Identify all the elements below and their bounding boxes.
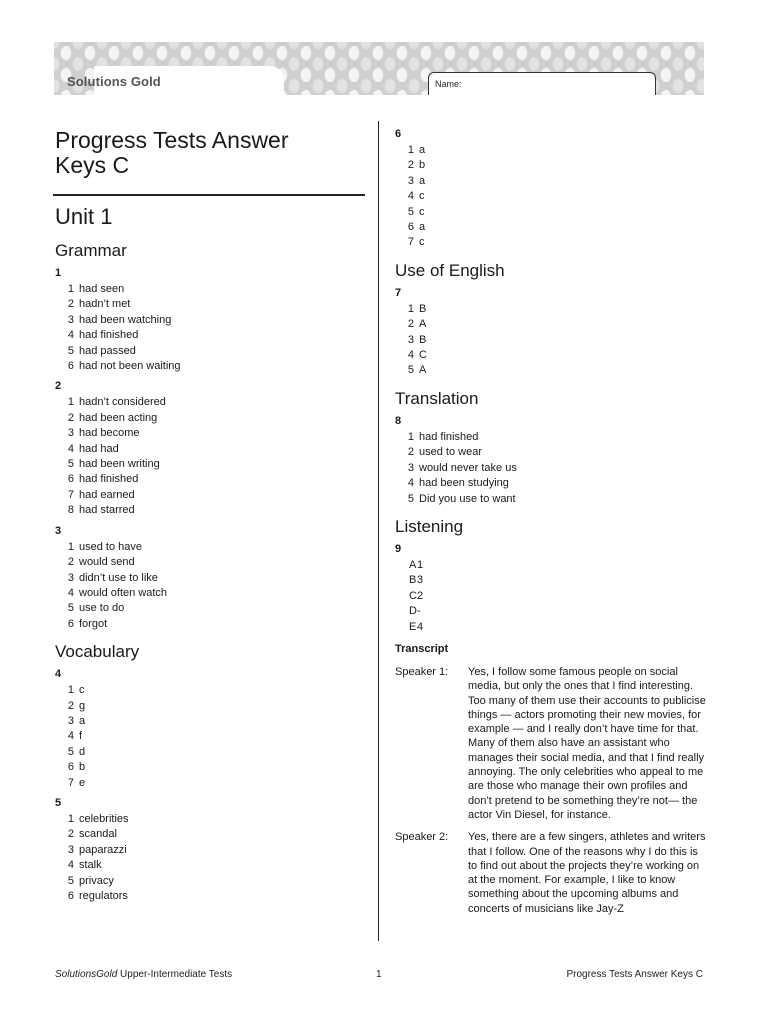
speaker-label: Speaker 1:: [395, 665, 449, 678]
answer-text: had finished: [419, 430, 479, 443]
answer-number: 1: [407, 430, 414, 443]
answer-text: c: [419, 190, 425, 203]
answer-text: had been writing: [79, 458, 160, 471]
exercise-number: 2: [55, 380, 62, 393]
answer-number: 4: [407, 477, 414, 490]
exercise-8: [395, 415, 707, 507]
answer-item: [55, 586, 367, 601]
answer-text: c: [419, 205, 425, 218]
answer-number: 1: [407, 144, 414, 156]
answer-item: [395, 573, 707, 588]
answer-item: [55, 729, 367, 744]
answer-text: had finished: [79, 473, 139, 486]
answer-text: had been watching: [79, 313, 172, 326]
answer-item: [55, 442, 367, 457]
exercise-6: [395, 128, 707, 251]
answer-text: e: [79, 776, 86, 789]
section-translation: Translation: [395, 388, 479, 408]
answer-item: [395, 476, 707, 491]
answer-list: [395, 143, 707, 251]
answer-item: [395, 492, 707, 507]
footer-book-title: [55, 969, 232, 980]
answer-text: 4: [417, 620, 424, 633]
answer-text: hadn’t considered: [79, 396, 166, 409]
answer-text: regulators: [79, 890, 128, 902]
exercise-5: [55, 797, 367, 904]
answer-item: [55, 488, 367, 503]
answer-number: 5: [407, 205, 414, 218]
answer-text: B: [419, 302, 427, 315]
answer-text: A: [419, 364, 427, 377]
answer-text: used to wear: [419, 446, 482, 459]
answer-item: [55, 874, 367, 889]
answer-item: [55, 745, 367, 760]
answer-item: [395, 143, 707, 158]
answer-number: 5: [67, 458, 74, 471]
answer-item: [395, 461, 707, 476]
column-divider: [378, 121, 379, 941]
exercise-1: [55, 267, 367, 374]
exercise-number: 1: [55, 267, 62, 279]
answer-text: d: [79, 745, 86, 758]
answer-text: didn’t use to like: [79, 571, 158, 584]
answer-item: [395, 620, 707, 635]
answer-text: had become: [79, 427, 140, 440]
answer-text: A: [419, 318, 427, 331]
answer-number: 6: [67, 360, 74, 373]
answer-text: a: [419, 174, 426, 187]
answer-text: a: [419, 221, 426, 234]
right-column: [395, 128, 707, 924]
answer-list: [395, 558, 707, 635]
answer-number: 1: [407, 302, 414, 315]
exercise-number: 9: [395, 542, 402, 555]
exercise-number: 5: [55, 796, 62, 809]
answer-text: Did you use to want: [419, 492, 516, 505]
answer-item: [55, 571, 367, 586]
answer-list: [55, 683, 367, 791]
answer-number: 2: [407, 446, 414, 459]
answer-item: [55, 617, 367, 632]
name-field[interactable]: [428, 72, 656, 95]
answer-text: f: [79, 730, 83, 743]
section-use-of-english: Use of English: [395, 260, 505, 280]
answer-text: a: [79, 714, 86, 727]
answer-number: 2: [67, 298, 74, 311]
exercise-number: 4: [55, 668, 62, 681]
answer-item: [55, 282, 367, 297]
answer-text: celebrities: [79, 812, 129, 825]
answer-number: 7: [67, 488, 74, 501]
exercise-number: 3: [55, 524, 62, 537]
answer-text: scandal: [79, 828, 117, 841]
answer-number: 1: [67, 812, 74, 825]
answer-item: [55, 858, 367, 873]
answer-text: forgot: [79, 617, 108, 630]
document-title: [55, 128, 367, 178]
answer-text: c: [419, 236, 425, 249]
answer-text: had seen: [79, 283, 125, 295]
answer-text: g: [79, 699, 86, 712]
answer-item: [395, 430, 707, 445]
answer-item: [395, 604, 707, 619]
answer-number: 2: [407, 318, 414, 331]
answer-number: 2: [67, 699, 74, 712]
answer-item: [55, 827, 367, 842]
answer-item: [395, 348, 707, 363]
speaker-text: Yes, there are a few singers, athletes and writers that I follow. One of the reasons why I do this is to find out about the projects they’re working on at the moment. For example, I like to know something about the upcoming albums and concerts of musicians like Jay-Z: [468, 831, 706, 915]
answer-item: [395, 189, 707, 204]
answer-text: b: [419, 159, 426, 172]
answer-item: [55, 313, 367, 328]
answer-item: [55, 760, 367, 775]
answer-text: C: [419, 349, 427, 362]
answer-text: paparazzi: [79, 843, 127, 856]
answer-number: 1: [67, 283, 74, 295]
answer-number: 6: [67, 761, 74, 774]
answer-number: C: [409, 589, 417, 602]
answer-number: 6: [67, 473, 74, 486]
answer-number: 3: [407, 461, 414, 474]
answer-number: 6: [67, 617, 74, 630]
answer-number: 3: [67, 571, 74, 584]
answer-item: [55, 699, 367, 714]
answer-number: 5: [67, 602, 74, 615]
answer-number: 4: [67, 329, 74, 342]
answer-item: [395, 363, 707, 378]
answer-item: [395, 333, 707, 348]
answer-item: [55, 457, 367, 472]
exercise-3: [55, 525, 367, 632]
title-line-1: Progress Tests Answer: [55, 127, 289, 153]
answer-text: had been studying: [419, 477, 509, 490]
answer-item: [55, 601, 367, 616]
answer-text: had been acting: [79, 411, 158, 424]
answer-number: A: [409, 558, 417, 571]
answer-number: 2: [407, 159, 414, 172]
answer-number: 3: [407, 174, 414, 187]
answer-item: [55, 714, 367, 729]
answer-number: 7: [67, 776, 74, 789]
footer-page-number: 1: [376, 969, 382, 980]
answer-item: [395, 220, 707, 235]
answer-text: had not been waiting: [79, 360, 181, 373]
section-vocabulary: Vocabulary: [55, 642, 140, 662]
answer-text: c: [79, 684, 85, 697]
title-rule: [53, 194, 365, 196]
answer-number: E: [409, 620, 417, 633]
answer-list: [55, 282, 367, 374]
answer-item: [55, 889, 367, 904]
answer-number: 4: [67, 730, 74, 743]
answer-item: [395, 445, 707, 460]
answer-list: [395, 430, 707, 507]
exercise-7: [395, 287, 707, 379]
answer-number: 8: [67, 504, 74, 517]
answer-number: 5: [67, 874, 74, 887]
answer-item: [55, 395, 367, 410]
answer-number: 4: [67, 586, 74, 599]
answer-number: 4: [67, 859, 74, 872]
speaker-text: Yes, I follow some famous people on social media, but only the ones that I find interesting. Too many of them use their accounts to publicise things — actors promoting their new movies, for example — and I really don’t have time for that. Many of them also have an assistant who manages their social media, and that I find really annoying. The only celebrities who appeal to me are those who manage their own profiles and don’t pretend to be something they’re not— the actor Vin Diesel, for instance.: [468, 665, 706, 821]
answer-number: 2: [67, 411, 74, 424]
answer-text: had passed: [79, 344, 136, 357]
answer-text: would send: [79, 556, 135, 569]
answer-number: 4: [407, 349, 414, 362]
answer-item: [395, 317, 707, 332]
answer-item: [55, 503, 367, 518]
answer-number: 5: [67, 344, 74, 357]
answer-text: used to have: [79, 540, 142, 553]
answer-number: 1: [67, 396, 74, 409]
answer-number: 4: [67, 442, 74, 455]
answer-number: D: [409, 605, 417, 618]
exercise-4: [55, 668, 367, 791]
answer-item: [395, 174, 707, 189]
answer-number: 2: [67, 828, 74, 841]
answer-item: [395, 205, 707, 220]
answer-number: 4: [407, 190, 414, 203]
unit-heading: Unit 1: [55, 204, 113, 229]
footer-brand-italic: SolutionsGold: [55, 969, 118, 980]
footer-doc-title: Progress Tests Answer Keys C: [566, 969, 703, 980]
answer-item: [55, 683, 367, 698]
answer-number: 5: [67, 745, 74, 758]
answer-item: [395, 235, 707, 250]
brand-logo-text: Solutions Gold: [67, 74, 161, 89]
answer-item: [395, 558, 707, 573]
answer-text: had earned: [79, 488, 135, 501]
answer-number: 3: [407, 333, 414, 346]
answer-number: 1: [67, 540, 74, 553]
answer-text: had starred: [79, 504, 135, 517]
answer-item: [395, 302, 707, 317]
transcript-heading: Transcript: [395, 642, 449, 655]
answer-text: would often watch: [79, 586, 168, 599]
answer-number: 2: [67, 556, 74, 569]
answer-item: [55, 812, 367, 827]
answer-item: [55, 426, 367, 441]
answer-text: stalk: [79, 859, 102, 872]
answer-number: 3: [67, 313, 74, 326]
answer-item: [55, 411, 367, 426]
answer-number: 3: [67, 427, 74, 440]
answer-text: B: [419, 333, 427, 346]
exercise-2: [55, 380, 367, 518]
answer-item: [55, 540, 367, 555]
answer-list: [55, 395, 367, 518]
answer-item: [395, 158, 707, 173]
answer-text: had finished: [79, 329, 139, 342]
exercise-number: 8: [395, 414, 402, 427]
answer-text: b: [79, 761, 86, 774]
section-grammar: Grammar: [55, 241, 127, 260]
exercise-9: [395, 543, 707, 635]
title-line-2: Keys C: [55, 152, 130, 178]
answer-item: [55, 555, 367, 570]
answer-text: 2: [417, 589, 424, 602]
answer-number: 3: [67, 714, 74, 727]
answer-text: would never take us: [419, 461, 517, 474]
answer-number: 6: [407, 221, 414, 234]
answer-text: use to do: [79, 602, 125, 615]
answer-item: [55, 328, 367, 343]
name-label: Name:: [435, 79, 462, 89]
answer-list: [395, 302, 707, 379]
answer-item: [395, 589, 707, 604]
answer-text: 1: [417, 558, 424, 571]
answer-list: [55, 812, 367, 904]
answer-number: 6: [67, 890, 74, 902]
answer-text: privacy: [79, 874, 114, 887]
left-column: [55, 128, 367, 910]
transcript-speaker-1: [395, 665, 707, 822]
answer-text: 3: [417, 574, 424, 587]
answer-number: 3: [67, 843, 74, 856]
section-listening: Listening: [395, 516, 464, 536]
transcript-block: [395, 665, 707, 916]
answer-item: [55, 297, 367, 312]
answer-list: [55, 540, 367, 632]
speaker-label: Speaker 2:: [395, 831, 449, 844]
answer-number: B: [409, 574, 417, 587]
answer-item: [55, 359, 367, 374]
answer-number: 7: [407, 236, 414, 249]
answer-number: 5: [407, 364, 414, 377]
answer-item: [55, 776, 367, 791]
exercise-number: 7: [395, 286, 402, 299]
answer-text: hadn’t met: [79, 298, 131, 311]
answer-text: -: [417, 605, 421, 618]
answer-text: had had: [79, 442, 119, 455]
answer-item: [55, 843, 367, 858]
exercise-number: 6: [395, 128, 402, 140]
transcript-speaker-2: [395, 830, 707, 916]
answer-item: [55, 472, 367, 487]
answer-number: 5: [407, 492, 414, 505]
footer-book-rest: Upper-Intermediate Tests: [117, 969, 233, 980]
answer-text: a: [419, 144, 426, 156]
answer-number: 1: [67, 684, 74, 697]
answer-item: [55, 344, 367, 359]
